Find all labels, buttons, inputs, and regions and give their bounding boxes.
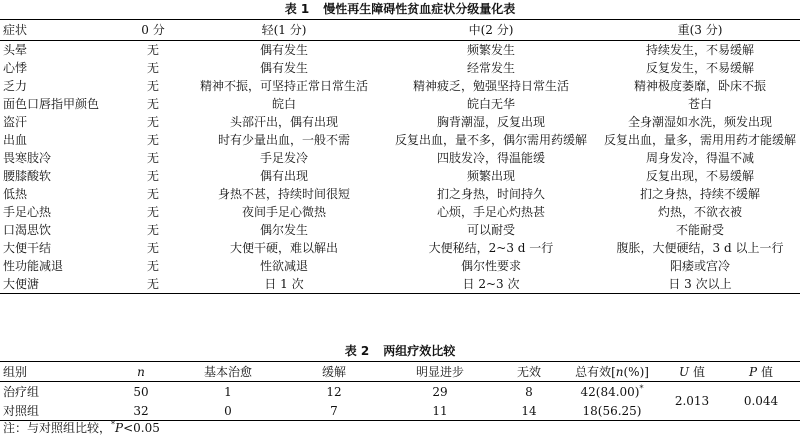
table-row: [0, 149, 800, 167]
group-name: 对照组: [3, 403, 40, 418]
symptom-name: 大便溏: [3, 277, 40, 291]
table2-header-n: n: [110, 362, 172, 382]
symptom-name: 手足心热: [3, 205, 52, 219]
table1-header-severe: 重(3 分): [600, 20, 800, 41]
mild-cell: 头部汗出，偶有出现: [229, 115, 338, 129]
mild-cell: 精神不振，可坚持正常日常生活: [199, 79, 368, 93]
table-row: [0, 95, 800, 113]
mild-cell: 夜间手足心微热: [241, 205, 326, 219]
mild-cell: 偶有发生: [259, 61, 308, 75]
moderate-cell: 皖白无华: [466, 97, 515, 111]
severe-cell: 阳痿或宫冷: [669, 259, 730, 273]
marked-count: 11: [432, 403, 448, 418]
u-suffix: 值: [689, 364, 705, 379]
table2-header-marked: 明显进步: [384, 362, 496, 382]
severe-cell: 全身潮湿如水洗，频发出现: [627, 115, 772, 129]
table2-header-total: [562, 362, 662, 382]
table-row: [0, 41, 800, 60]
invalid-count: 8: [525, 384, 533, 399]
moderate-cell: 大便秘结，2~3 d 一行: [428, 241, 554, 255]
table2-title: 两组疗效比较: [383, 344, 456, 358]
p-value: 0.044: [743, 394, 779, 408]
symptom-name: 腰膝酸软: [3, 169, 52, 183]
severe-cell: 腹胀，大便硬结，3 d 以上一行: [616, 241, 784, 255]
symptom-name: 大便干结: [3, 241, 52, 255]
symptom-name: 口渴思饮: [3, 223, 52, 237]
score0-cell: 无: [146, 205, 159, 219]
total-n: n: [615, 364, 624, 379]
table-row: [0, 275, 800, 294]
score0-cell: 无: [146, 241, 159, 255]
score0-cell: 无: [146, 61, 159, 75]
symptom-name: 性功能减退: [3, 259, 64, 273]
table-row: [0, 77, 800, 95]
score0-cell: 无: [146, 277, 159, 291]
table1-header-mild: 轻(1 分): [186, 20, 382, 41]
score0-cell: 无: [146, 133, 159, 147]
moderate-cell: 日 2~3 次: [462, 277, 520, 291]
table1-header-moderate: 中(2 分): [382, 20, 600, 41]
table-row: [0, 59, 800, 77]
total-effective: [562, 382, 662, 402]
severe-cell: 日 3 次以上: [668, 277, 732, 291]
moderate-cell: 可以耐受: [466, 223, 515, 237]
u-value: 2.013: [674, 394, 710, 408]
total-suffix: (%)]: [623, 364, 649, 379]
table-row: [0, 382, 800, 402]
score0-cell: 无: [146, 79, 159, 93]
total-value: 42(84.00): [580, 384, 640, 399]
symptom-grading-table: [0, 19, 800, 294]
mild-cell: 性欲减退: [259, 259, 308, 273]
severe-cell: 不能耐受: [675, 223, 724, 237]
mild-cell: 偶有发生: [259, 43, 308, 57]
group-n: 32: [133, 403, 149, 418]
mild-cell: 偶有出现: [259, 169, 308, 183]
table1-header-score0: 0 分: [120, 20, 186, 41]
severe-cell: 反复出现，不易缓解: [645, 169, 754, 183]
moderate-cell: 扪之身热，时间持久: [436, 187, 545, 201]
mild-cell: 身热不甚，持续时间很短: [217, 187, 350, 201]
score0-cell: 无: [146, 169, 159, 183]
table-row: [0, 239, 800, 257]
table2-header-basic-cure: 基本治愈: [172, 362, 284, 382]
severe-cell: 周身发冷，得温不减: [645, 151, 754, 165]
symptom-name: 畏寒肢冷: [3, 151, 52, 165]
moderate-cell: 频繁发生: [466, 43, 515, 57]
table-row: [0, 131, 800, 149]
mild-cell: 日 1 次: [264, 277, 304, 291]
table1-header-row: [0, 20, 800, 41]
basic-cure-count: 0: [224, 403, 232, 418]
symptom-name: 心悸: [3, 61, 28, 75]
moderate-cell: 经常发生: [466, 61, 515, 75]
note-p: P: [115, 421, 124, 435]
score0-cell: 无: [146, 97, 159, 111]
severe-cell: 苍白: [687, 97, 712, 111]
score0-cell: 无: [146, 187, 159, 201]
mild-cell: 时有少量出血，一般不需: [217, 133, 350, 147]
score0-cell: 无: [146, 259, 159, 273]
efficacy-comparison-table: [0, 361, 800, 421]
table-row: [0, 203, 800, 221]
moderate-cell: 精神疲乏，勉强坚持日常生活: [412, 79, 569, 93]
u-symbol: U: [679, 364, 690, 379]
mild-cell: 皖白: [271, 97, 296, 111]
score0-cell: 无: [146, 151, 159, 165]
symptom-name: 低热: [3, 187, 28, 201]
table2-caption: [0, 344, 800, 358]
moderate-cell: 心烦，手足心灼热甚: [436, 205, 545, 219]
p-symbol: P: [749, 364, 758, 379]
total-value: 18(56.25): [582, 403, 642, 418]
table-row: [0, 221, 800, 239]
table2-header-remission: 缓解: [284, 362, 384, 382]
score0-cell: 无: [146, 223, 159, 237]
severe-cell: 扪之身热，持续不缓解: [639, 187, 760, 201]
symptom-name: 乏力: [3, 79, 28, 93]
moderate-cell: 反复出血，量不多，偶尔需用药缓解: [394, 133, 587, 147]
table2-label: 表 2: [344, 344, 370, 358]
severe-cell: 持续发生，不易缓解: [645, 43, 754, 57]
table-row: [0, 185, 800, 203]
moderate-cell: 偶尔性要求: [460, 259, 521, 273]
total-prefix: 总有效[: [575, 364, 616, 379]
marked-count: 29: [432, 384, 448, 399]
table2-header-u: [662, 362, 722, 382]
score0-cell: 无: [146, 43, 159, 57]
table2-header-p: [722, 362, 800, 382]
moderate-cell: 胸背潮湿，反复出现: [436, 115, 545, 129]
table-footnote: [3, 421, 160, 436]
table2-header-invalid: 无效: [496, 362, 562, 382]
severe-cell: 精神极度萎靡，卧床不振: [633, 79, 766, 93]
severe-cell: 灼热，不欲衣被: [657, 205, 742, 219]
remission-count: 7: [330, 403, 338, 418]
mild-cell: 偶尔发生: [259, 223, 308, 237]
score0-cell: 无: [146, 115, 159, 129]
mild-cell: 大便干硬，难以解出: [229, 241, 338, 255]
table1-label: 表 1: [284, 2, 310, 16]
moderate-cell: 频繁出现: [466, 169, 515, 183]
p-suffix: 值: [757, 364, 773, 379]
table-row: [0, 257, 800, 275]
table1-title: 慢性再生障碍性贫血症状分级量化表: [323, 2, 516, 16]
table1-header-symptom: 症状: [0, 20, 120, 41]
symptom-name: 头晕: [3, 43, 28, 57]
group-n: 50: [133, 384, 149, 399]
note-mark: *: [111, 420, 116, 429]
group-name: 治疗组: [3, 384, 40, 399]
note-suffix: <0.05: [123, 421, 160, 435]
invalid-count: 14: [521, 403, 537, 418]
remission-count: 12: [326, 384, 342, 399]
mild-cell: 手足发冷: [259, 151, 308, 165]
table-row: [0, 167, 800, 185]
basic-cure-count: 1: [224, 384, 232, 399]
symptom-name: 面色口唇指甲颜色: [3, 97, 100, 111]
table2-header-group: 组别: [0, 362, 110, 382]
moderate-cell: 四肢发冷，得温能缓: [436, 151, 545, 165]
symptom-name: 出血: [3, 133, 28, 147]
total-effective: [562, 401, 662, 421]
table-row: [0, 113, 800, 131]
note-prefix: 注：与对照组比较，: [3, 421, 112, 435]
symptom-name: 盗汗: [3, 115, 28, 129]
table1-caption: [0, 2, 800, 16]
severe-cell: 反复出血，量多，需用用药才能缓解: [603, 133, 796, 147]
table2-header-row: [0, 362, 800, 382]
severe-cell: 反复发生，不易缓解: [645, 61, 754, 75]
significance-mark: *: [639, 383, 644, 393]
